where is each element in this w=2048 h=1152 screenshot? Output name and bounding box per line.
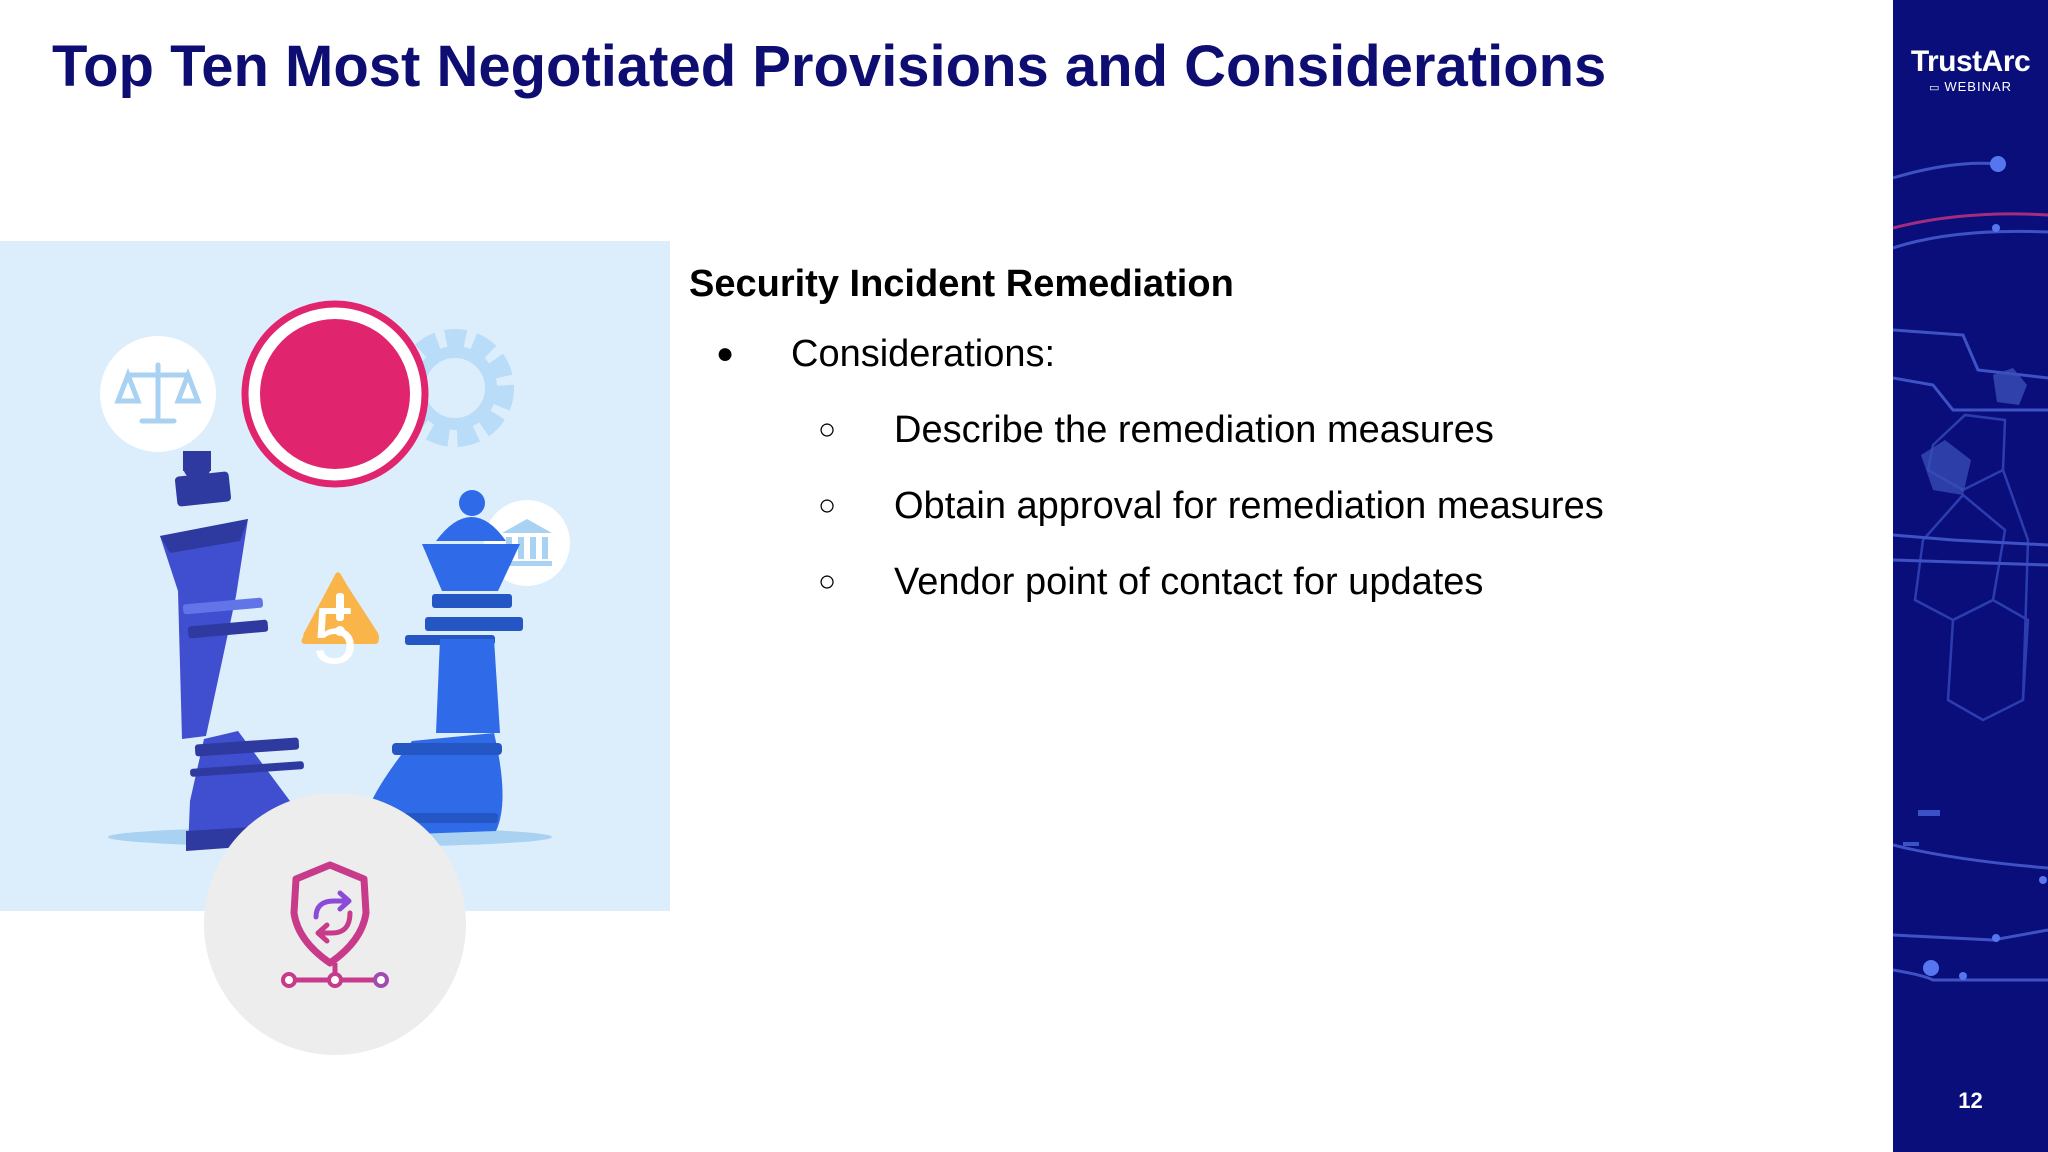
sub-bullet-marker: ○ <box>818 489 837 522</box>
brand-side-panel <box>1893 0 2048 1152</box>
bullet-marker: ● <box>716 337 735 370</box>
laptop-icon: ▭ <box>1928 82 1941 94</box>
sub-bullet-marker: ○ <box>818 565 837 598</box>
sub-bullet-text: Describe the remediation measures <box>894 409 1494 451</box>
sub-bullet-text: Obtain approval for remediation measures <box>894 485 1604 527</box>
sub-bullet <box>689 468 1839 544</box>
sub-bullet-text: Vendor point of contact for updates <box>894 561 1484 603</box>
sub-bullet-marker: ○ <box>818 413 837 446</box>
slide-title: Top Ten Most Negotiated Provisions and Considerations <box>52 34 1607 99</box>
chess-illustration <box>0 241 670 911</box>
bullet-considerations <box>689 316 1839 392</box>
section-heading: Security Incident Remediation <box>689 263 1234 305</box>
scales-icon <box>100 336 216 452</box>
page-number: 12 <box>1958 1088 1983 1113</box>
logo-subtext: WEBINAR <box>1944 79 2013 94</box>
number-badge <box>245 304 425 484</box>
brand-logo: TrustArc <box>1910 45 2031 78</box>
badge-number: 5 <box>312 591 358 680</box>
brand-logo-subtext <box>1893 79 2048 96</box>
sub-bullet <box>689 392 1839 468</box>
slide-content <box>689 252 1839 620</box>
circuit-decoration <box>1893 0 2048 1152</box>
shield-refresh-icon <box>204 793 466 1055</box>
sub-bullet <box>689 544 1839 620</box>
bullet-text: Considerations: <box>791 333 1056 375</box>
